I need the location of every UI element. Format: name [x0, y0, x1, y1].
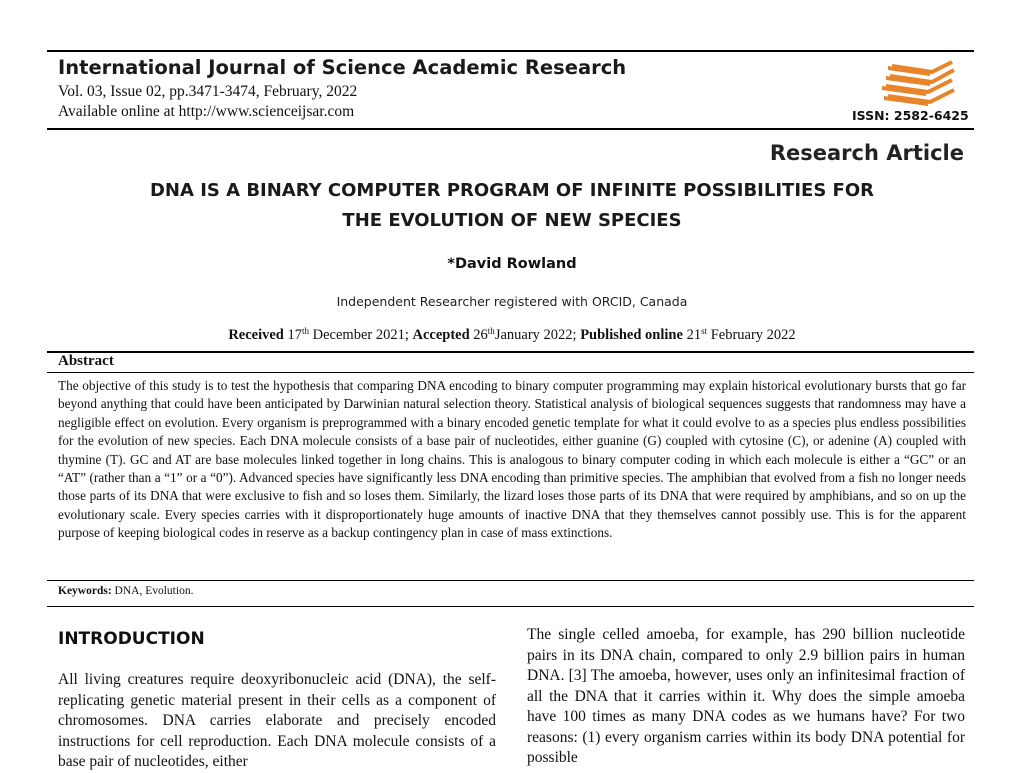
online-line: Available online at http://www.scienceijsar.com	[58, 103, 355, 120]
article-title-line-1: DNA IS A BINARY COMPUTER PROGRAM OF INFINITE POSSIBILITIES FOR	[149, 180, 875, 201]
abstract-top-rule	[47, 351, 974, 353]
volume-line: Vol. 03, Issue 02, pp.3471-3474, February, 2022	[58, 83, 358, 100]
received-rest: December 2021;	[312, 327, 409, 343]
author-affiliation: Independent Researcher registered with ORCID, Canada	[336, 294, 688, 309]
keywords-value: DNA, Evolution.	[114, 585, 194, 597]
introduction-right-column: The single celled amoeba, for example, has 290 billion nucleotide pairs in its DNA chain, compared to only 2.9 billion pairs in human DNA. [3] The amoeba, however, uses only an infinitesimal fraction of all the DNA that it carries within it. Why does the simple amoeba have 100 times as many DNA codes as we humans have? For two reasons: (1) every organism carries within its body DNA potential for possible	[527, 626, 965, 766]
published-suffix: st	[701, 326, 708, 336]
introduction-left-column: All living creatures require deoxyribonucleic acid (DNA), the self-replicating genetic material present in their cells as a component of chromosomes. DNA carries elaborate and precisely encoded instructions for cell reproduction. Each DNA molecule consists of a base pair of nucleotides, either	[58, 671, 496, 770]
abstract-bottom-rule	[47, 580, 974, 581]
published-day: 21	[686, 327, 702, 343]
keywords-line	[58, 585, 193, 597]
abstract-text: The objective of this study is to test the hypothesis that comparing DNA encoding to binary computer programming may explain historical evolutionary bursts that go far beyond anything that could have been anticipated by Darwinian natural selection theory. Statistical analysis of biological sequences suggests that randomness may have a negligible effect on evolution. Every organism is preprogrammed with a binary encoded genetic template for what it could evolve to as a species plus endless possibilities for the evolution of new species. Each DNA molecule consists of a base pair of nucleotides, either guanine (G) coupled with cytosine (C), or adenine (A) coupled with thymine (T). GC and AT are base molecules linked together in long chains. This is analogous to binary computer coding in which each molecule is either a “GC” or an “AT” (rather than a “1” or a “0”). Advanced species have significantly less DNA encoding than primitive species. The amphibian that evolved from a fish no longer needs those parts of its DNA that were exclusive to fish and so loses them. Similarly, the lizard loses those parts of its DNA that were required by amphibians, and so on up the evolutionary scale. Every species carries with it disproportionately huge amounts of inactive DNA that they themselves cannot possibly use. This is for the apparent purpose of keeping biological codes in reserve as a backup contingency plan in case of mass extinctions.	[58, 378, 966, 541]
journal-title: International Journal of Science Academic Research	[58, 56, 627, 79]
received-day: 17	[287, 327, 302, 343]
author-name: *David Rowland	[447, 256, 577, 272]
abstract-heading: Abstract	[58, 353, 114, 369]
accepted-label: Accepted	[412, 327, 470, 343]
header-bottom-rule	[47, 128, 974, 130]
keywords-label: Keywords:	[58, 585, 112, 597]
issn-label: ISSN: 2582-6425	[852, 108, 969, 123]
accepted-rest: January 2022;	[494, 327, 577, 343]
abstract-head-rule	[47, 372, 974, 373]
accepted-day: 26	[473, 327, 488, 343]
published-rest: February 2022	[710, 327, 796, 343]
article-title-line-2: THE EVOLUTION OF NEW SPECIES	[342, 210, 682, 231]
published-label: Published online	[580, 327, 683, 343]
article-type: Research Article	[769, 141, 964, 165]
publication-dates	[0, 327, 1024, 344]
accepted-suffix: th	[487, 326, 495, 336]
received-suffix: th	[302, 326, 310, 336]
stacked-books-icon	[878, 56, 958, 108]
introduction-heading: INTRODUCTION	[58, 629, 205, 649]
header-top-rule	[47, 50, 974, 52]
keywords-bottom-rule	[47, 606, 974, 607]
received-label: Received	[228, 327, 284, 343]
